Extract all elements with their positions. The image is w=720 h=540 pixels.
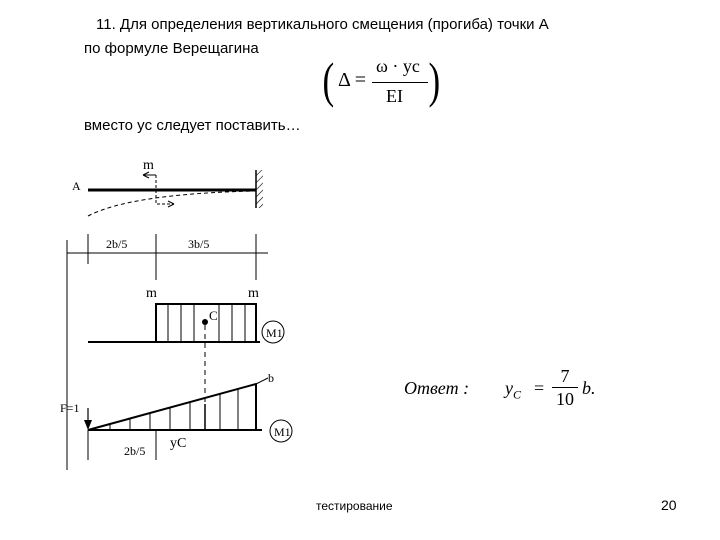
answer-variable-letter: y: [505, 378, 513, 398]
answer-numerator: 7: [560, 366, 570, 386]
question-line-1: 11. Для определения вертикального смещения (прогиба) точки А: [96, 16, 549, 33]
force-label: F=1: [60, 401, 80, 415]
formula-denominator: EI: [386, 86, 403, 106]
answer-label: Ответ :: [404, 378, 470, 398]
right-paren: ): [428, 52, 441, 108]
dim-bottom-label: 2b/5: [124, 444, 146, 458]
centroid-label: C: [209, 308, 218, 323]
b-leader: [256, 378, 268, 384]
answer-variable: [505, 378, 521, 403]
m1-lower-label: M1: [274, 425, 291, 439]
left-paren: (: [322, 52, 335, 108]
m-right-label: m: [248, 286, 259, 301]
answer-fraction-bar: [552, 387, 578, 388]
formula-numerator: ω · yc: [376, 56, 420, 76]
centroid-point: [202, 319, 208, 325]
answer-denominator: 10: [556, 389, 574, 409]
moment-top-label: m: [143, 158, 154, 173]
answer-fraction: [552, 366, 578, 409]
answer-equals: =: [534, 378, 545, 398]
footer-text: тестирование: [316, 499, 393, 513]
formula-lhs: Δ =: [338, 69, 367, 91]
yc-label: yC: [170, 436, 187, 451]
page-number: 20: [661, 497, 677, 513]
dim-left-label: 2b/5: [106, 237, 128, 251]
answer-suffix: b.: [582, 378, 596, 398]
deflection-curve: [88, 191, 254, 216]
fixed-support-hatch: [256, 170, 263, 208]
m-left-label: m: [146, 286, 157, 301]
question-line-3: вместо yc следует поставить…: [84, 117, 301, 134]
point-a-label: A: [72, 179, 81, 193]
unit-diagram-triangle: [88, 384, 256, 430]
question-line-2: по формуле Верещагина: [84, 40, 259, 57]
dim-right-label: 3b/5: [188, 237, 210, 251]
m1-label: M1: [266, 326, 283, 340]
b-label: b: [268, 371, 274, 385]
answer-subscript: C: [513, 387, 522, 402]
